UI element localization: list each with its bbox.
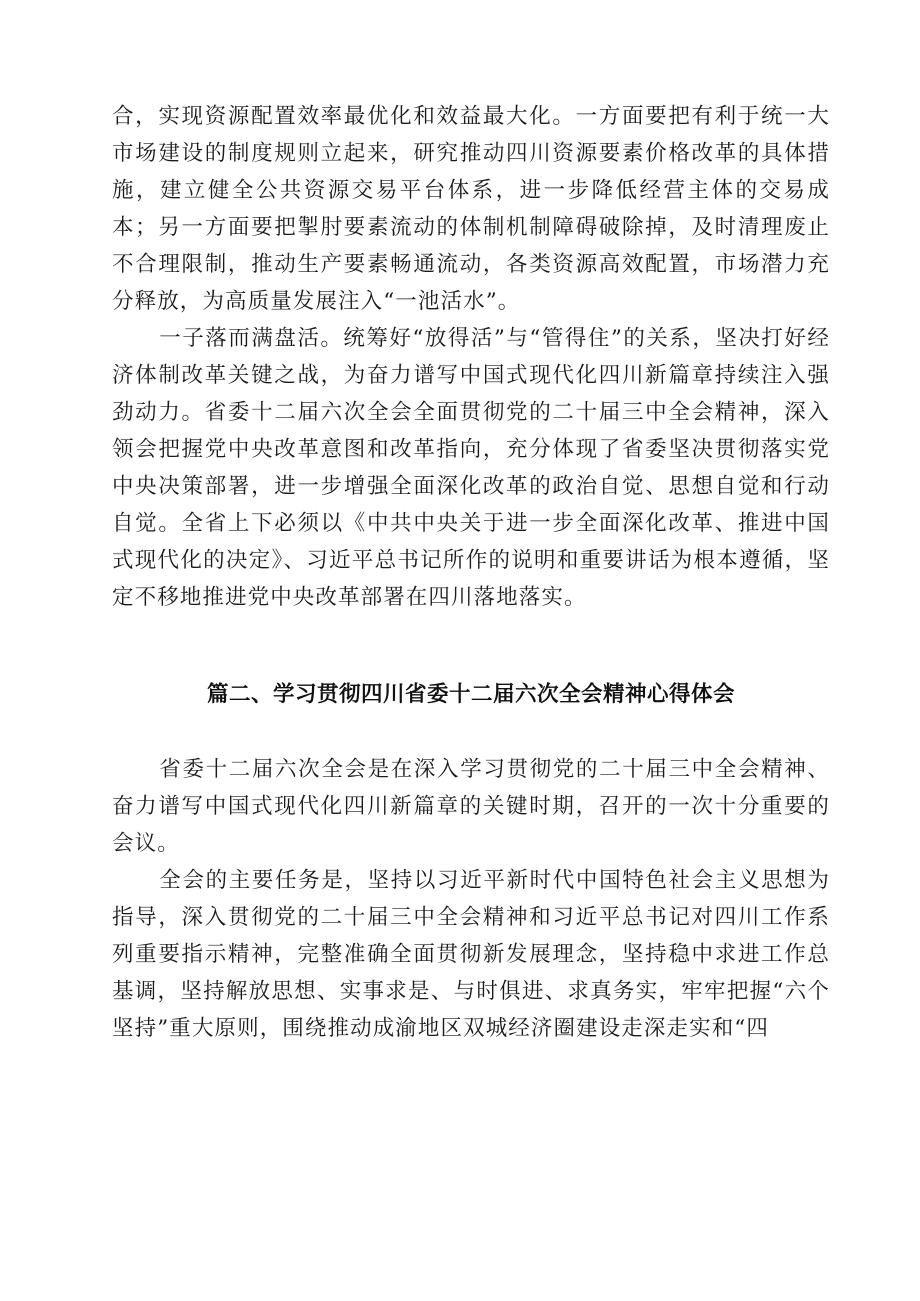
section-heading: 篇二、学习贯彻四川省委十二届六次全会精神心得体会 [206, 682, 735, 707]
paragraph-plenary-session-intro: 省委十二届六次全会是在深入学习贯彻党的二十届三中全会精神、奋力谱写中国式现代化四川新篇章的关键时期，召开的一次十分重要的会议。 [112, 757, 830, 856]
paragraph-resource-allocation: 合，实现资源配置效率最优化和效益最大化。一方面要把有利于统一大市场建设的制度规则立起来，研究推动四川资源要素价格改革的具体措施，建立健全公共资源交易平台体系，进一步降低经营主体的交易成本；另一方面要把掣肘要素流动的体制机制障碍破除掉，及时清理废止不合理限制，推动生产要素畅通流动，各类资源高效配置，市场潜力充分释放，为高质量发展注入“一池活水”。 [112, 104, 830, 314]
paragraph-reform-key-battle: 一子落而满盘活。统筹好“放得活”与“管得住”的关系，坚决打好经济体制改革关键之战，为奋力谱写中国式现代化四川新篇章持续注入强劲动力。省委十二届六次全会全面贯彻党的二十届三中全会精神，深入领会把握党中央改革意图和改革指向，充分体现了省委坚决贯彻落实党中央决策部署，进一步增强全面深化改革的政治自觉、思想自觉和行动自觉。全省上下必须以《中共中央关于进一步全面深化改革、推进中国式现代化的决定》、习近平总书记所作的说明和重要讲话为根本遵循，坚定不移地推进党中央改革部署在四川落地落实。 [112, 326, 830, 610]
paragraph-main-tasks: 全会的主要任务是，坚持以习近平新时代中国特色社会主义思想为指导，深入贯彻党的二十届三中全会精神和习近平总书记对四川工作系列重要指示精神，完整准确全面贯彻新发展理念，坚持稳中求进工作总基调，坚持解放思想、实事求是、与时俱进、求真务实，牢牢把握“六个坚持”重大原则，围绕推动成渝地区双城经济圈建设走深走实和“四 [112, 868, 830, 1041]
document-body [112, 98, 830, 1047]
